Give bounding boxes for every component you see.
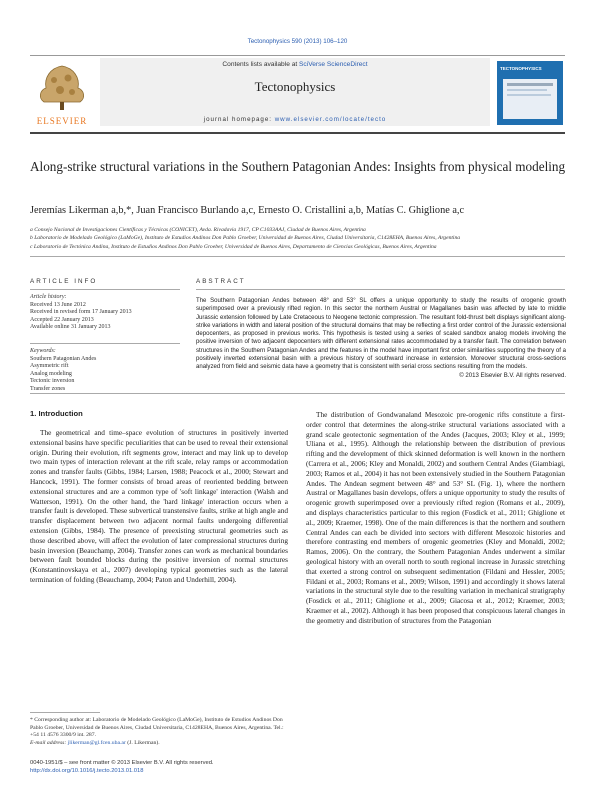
- abstract-heading: ABSTRACT: [196, 278, 246, 285]
- affiliations: [30, 226, 570, 251]
- divider: [30, 289, 180, 290]
- publisher-name: ELSEVIER: [36, 116, 88, 126]
- footnote-text: * Corresponding author at: Laboratorio de Modelado Geológico (LaMoGe), Instituto de Estudios Andinos Don Pablo Groeber, Universidad de Buenos Aires, Ciudad Universitaria, C1428EHA, Buenos Aires, Argentina. Tel.: +54 11 4576 3300/9 int. 287.: [30, 717, 284, 739]
- author-list: Jeremías Likerman a,b,*, Juan Francisco Burlando a,c, Ernesto O. Cristallini a,b, Matías C. Ghiglione a,c: [30, 205, 465, 216]
- affiliation-b: b Laboratorio de Modelado Geológico (LaMoGe), Instituto de Estudios Andinos Don Pablo Groeber, Universidad de Buenos Aires, Ciudad Universitaria, C1428EHA, Buenos Aires, Argentina: [30, 235, 461, 242]
- contents-prefix: Contents lists available at: [222, 61, 300, 68]
- keyword: Asymmetric rift: [30, 363, 69, 370]
- email-line: [30, 740, 290, 748]
- journal-title: Tectonophysics: [254, 79, 336, 94]
- corresponding-author-footnote: [30, 717, 290, 747]
- divider: [196, 289, 565, 290]
- cover-title: TECTONOPHYSICS: [500, 66, 542, 71]
- abstract-copyright: © 2013 Elsevier B.V. All rights reserved.: [459, 373, 566, 379]
- history-online: Available online 31 January 2013: [30, 324, 111, 331]
- keyword: Analog modeling: [30, 370, 72, 377]
- section-heading: 1. Introduction: [30, 409, 83, 418]
- left-column-text: [30, 428, 288, 585]
- keyword: Tectonic inversion: [30, 378, 75, 385]
- sciencedirect-link[interactable]: SciVerse ScienceDirect: [299, 61, 368, 68]
- article-title: Along-strike structural variations in the Southern Patagonian Andes: Insights from physical modeling: [30, 159, 566, 174]
- history-revised: Received in revised form 17 January 2013: [30, 309, 132, 316]
- paragraph: The distribution of Gondwanaland Mesozoic pre-orogenic rifts constitute a first-order control that determines the along-strike structural variations associated with a grand scale geotectonic segmentation of the Andes (Jacques, 2003; Kley et al., 1999; Uliana et al., 1995). Although the relationship between the distribution of previous rifting and the development of thick skinned deformation is well known in the northern (Carrera et al., 2006; Kley and Monaldi, 2002) and southern Central Andes (Giambiagi, 2003; Ramos et al., 2004) it has not been extensively studied in the Southern Patagonian Andes. The Andean segment between 48° and 53° SL (Fig. 1), where the northern Austral or Magallanes basin develops, offers a unique opportunity to study the results of orogenic growth superimposed over a previously rifted region (Romans et al., 2009), and displays characteristics particular to this region (Fosdick et al., 2011; Ghiglione et al., 2009; Kraemer, 1998). One of the main differences is that the northern and southern Central Andes can each be divided into sectors with different Mesozoic histories and therefore contrasting end members of orogenic geometries (Kley and Monaldi, 2002; Ramos, 2006). On the contrary, the Southern Patagonian Andes underwent a similar geological history with an overall north to south regional increase in Jurassic stretching that exerted a strong control on subsequent sedimentation (Fildani and Hessler, 2005; Fildani et al., 2003; Romans et al., 2009; Wilson, 1991) and accordingly it shows lateral variations in the structural style due to the resulting variation in mechanical stratigraphy (Fosdick et al., 2011; Ghiglione et al., 2009; Giacosa et al., 2012; Kraemer, 2003; Kraemer et al., 2002). Although it has been proposed that conspicuous lateral changes in the geometry and distribution of structures from the Patagonian: [306, 410, 565, 625]
- keywords: [30, 348, 180, 394]
- keywords-label: Keywords:: [30, 348, 56, 354]
- abstract-text: The Southern Patagonian Andes between 48° and 53° SL offers a unique opportunity to study the results of orogenic growth superimposed over a previously rifted region. In this sector the northern Austral or Magallanes basin was affected by late to middle Jurassic extension followed by Late Cretaceous to Neogene tectonic compression. The resultant fold-thrust belt displays significant along-strike variations in width and lateral position of the structural domains that may be reflecting a first order control of the Jurassic extensional depocenters, as proposed in previous works. This hypothesis is tested using a series of scaled sandbox analog models involving the positive inversion of two adjacent depocenters with different extensional rates accommodated by a transfer fault. The correlation between structures in the Southern Patagonian Andes and the features in the model have important first order similarities supporting the theory of a positively inverted extensional basin with a previous history of southward increase in extension. Moreover structural cross-sections analyzed from field and seismic data have a geometry that is consistent with serial cross sections resulting from the models.: [196, 298, 566, 371]
- history-accepted: Accepted 22 January 2013: [30, 316, 94, 323]
- divider: [30, 393, 565, 394]
- issn-line: 0040-1951/$ – see front matter © 2013 Elsevier B.V. All rights reserved.: [30, 760, 214, 766]
- divider: [30, 256, 565, 257]
- history-label: Article history:: [30, 294, 67, 300]
- paragraph: The geometrical and time–space evolution of structures in positively inverted extensional basins have specific peculiarities that can be used to reveal their extensional origin. During their evolution, rift segments grow, interact and may link up to develop two main types of interaction relevant at the rift scale, relay ramps or accommodation zones and transfer faults (Gibbs, 1984; Larsen, 1988; Peacock et al., 2000; Stewart and Hancock, 1991). The former consists of broad areas of reoriented bedding between extensional structures and are a common type of 'soft linkage' interaction (Walsh and Watterson, 1991). On the other hand, the 'hard linkage' interaction occurs when a transfer fault is developed. These subvertical transtensive faults, strike at high angle and transfer displacement between two adjacent normal faults undergoing differential extension (Gibbs, 1984). The presence of preexisting structural geometries such as those described above, will affect the evolution of later compressional structures during basin inversion (Beauchamp, 2004). Transfer zones can work as mechanical boundaries between fault bounded blocks during the positive inversion of normal structures (Konstantinovskaya et al., 2007) developing typical geometries such as the lateral termination of folding (Beauchamp, 2004; Paton and Underhill, 2004).: [30, 428, 288, 584]
- contents-line: [100, 61, 490, 68]
- homepage-link[interactable]: www.elsevier.com/locate/tecto: [274, 116, 387, 123]
- right-column-text: [306, 410, 565, 626]
- front-matter: [30, 759, 290, 775]
- journal-reference[interactable]: Tectonophysics 590 (2013) 106–120: [247, 38, 348, 45]
- history-received: Received 13 June 2012: [30, 301, 86, 308]
- affiliation-c: c Laboratorio de Tectónica Andina, Instituto de Estudios Andinos Don Pablo Groeber, Universidad de Buenos Aires, Departamento de Ciencias Geológicas, Buenos Aires, Argentina: [30, 243, 437, 250]
- doi-link[interactable]: http://dx.doi.org/10.1016/j.tecto.2013.01.018: [30, 768, 144, 774]
- article-info-heading: ARTICLE INFO: [30, 278, 98, 285]
- footnote-rule: [30, 712, 100, 713]
- homepage-prefix: journal homepage:: [203, 116, 275, 123]
- keyword: Southern Patagonian Andes: [30, 355, 97, 362]
- journal-homepage: [100, 116, 490, 123]
- email-link[interactable]: jlikerman@gl.fcen.uba.ar: [67, 739, 126, 746]
- affiliation-a: a Consejo Nacional de Investigaciones Científicas y Técnicas (CONICET), Avda. Rivadavia 1917, CP C1033AAJ, Ciudad de Buenos Aires, Argentina: [30, 227, 366, 233]
- keyword: Transfer zones: [30, 385, 66, 392]
- email-label: E-mail address:: [30, 739, 68, 746]
- divider: [30, 343, 180, 344]
- email-suffix: (J. Likerman).: [125, 739, 160, 746]
- article-history: [30, 294, 180, 332]
